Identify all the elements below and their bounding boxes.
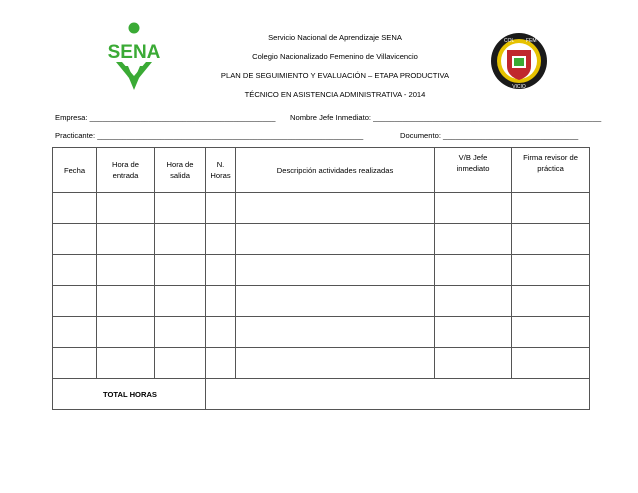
table-cell[interactable]: [53, 286, 97, 317]
table-cell[interactable]: [206, 348, 236, 379]
table-cell[interactable]: [512, 348, 590, 379]
table-cell[interactable]: [206, 317, 236, 348]
header-vb-jefe: V/B Jefe inmediato: [435, 148, 512, 193]
header-n-horas: N. Horas: [206, 148, 236, 193]
table-cell[interactable]: [236, 317, 435, 348]
table-cell[interactable]: [97, 193, 155, 224]
table-cell[interactable]: [206, 255, 236, 286]
table-cell[interactable]: [155, 317, 206, 348]
table-cell[interactable]: [97, 224, 155, 255]
table-cell[interactable]: [512, 286, 590, 317]
table-cell[interactable]: [155, 224, 206, 255]
table-cell[interactable]: [236, 255, 435, 286]
table-row: [53, 224, 590, 255]
table-cell[interactable]: [53, 348, 97, 379]
activities-table: [52, 147, 590, 410]
table-cell[interactable]: [435, 317, 512, 348]
colegio-logo: [490, 30, 548, 92]
table-row: [53, 255, 590, 286]
table-header-row: [53, 148, 590, 193]
header-plan-title: PLAN DE SEGUIMIENTO Y EVALUACIÓN – ETAPA PRODUCTIVA: [220, 71, 450, 80]
sena-logo-text: SENA: [107, 42, 161, 63]
documento-field: Documento: ________________________________: [400, 131, 579, 140]
header-firma-revisor: Firma revisor de práctica: [512, 148, 590, 193]
table-cell[interactable]: [512, 224, 590, 255]
colegio-logo-text-right: FEM: [526, 38, 537, 44]
table-row: [53, 317, 590, 348]
table-cell[interactable]: [53, 255, 97, 286]
table-cell[interactable]: [155, 286, 206, 317]
document-header: [190, 28, 480, 104]
header-school: Colegio Nacionalizado Femenino de Villavicencio: [252, 52, 418, 61]
table-cell[interactable]: [206, 286, 236, 317]
table-cell[interactable]: [97, 255, 155, 286]
colegio-logo-text-bottom: VICIO: [512, 84, 526, 90]
header-hora-salida: Hora de salida: [155, 148, 206, 193]
colegio-logo-text-top: COL: [504, 38, 515, 44]
table-cell[interactable]: [236, 224, 435, 255]
table-cell[interactable]: [512, 317, 590, 348]
total-horas-value[interactable]: [206, 379, 590, 410]
table-cell[interactable]: [512, 255, 590, 286]
header-hora-entrada: Hora de entrada: [97, 148, 155, 193]
table-cell[interactable]: [97, 317, 155, 348]
table-cell[interactable]: [97, 286, 155, 317]
table-cell[interactable]: [435, 193, 512, 224]
table-row: [53, 348, 590, 379]
header-fecha: Fecha: [53, 148, 97, 193]
table-cell[interactable]: [236, 286, 435, 317]
table-cell[interactable]: [435, 286, 512, 317]
table-cell[interactable]: [435, 224, 512, 255]
table-cell[interactable]: [512, 193, 590, 224]
table-cell[interactable]: [206, 193, 236, 224]
table-cell[interactable]: [206, 224, 236, 255]
table-cell[interactable]: [53, 193, 97, 224]
table-cell[interactable]: [155, 348, 206, 379]
header-program: TÉCNICO EN ASISTENCIA ADMINISTRATIVA - 2014: [244, 90, 426, 99]
table-cell[interactable]: [53, 224, 97, 255]
jefe-inmediato-field: Nombre Jefe Inmediato: ______________________________________________________: [290, 113, 602, 122]
table-cell[interactable]: [155, 193, 206, 224]
sena-logo: [94, 20, 174, 92]
table-cell[interactable]: [435, 255, 512, 286]
table-cell[interactable]: [435, 348, 512, 379]
practicante-field: Practicante: _______________________________________________________________: [55, 131, 364, 140]
table-cell[interactable]: [236, 348, 435, 379]
empresa-field: Empresa: ____________________________________________: [55, 113, 276, 122]
total-horas-label: TOTAL HORAS: [53, 379, 206, 410]
table-cell[interactable]: [97, 348, 155, 379]
header-institution: Servicio Nacional de Aprendizaje SENA: [268, 33, 402, 42]
table-cell[interactable]: [155, 255, 206, 286]
header-descripcion: Descripción actividades realizadas: [236, 148, 435, 193]
table-cell[interactable]: [53, 317, 97, 348]
table-row: [53, 193, 590, 224]
table-cell[interactable]: [236, 193, 435, 224]
table-total-row: [53, 379, 590, 410]
table-row: [53, 286, 590, 317]
